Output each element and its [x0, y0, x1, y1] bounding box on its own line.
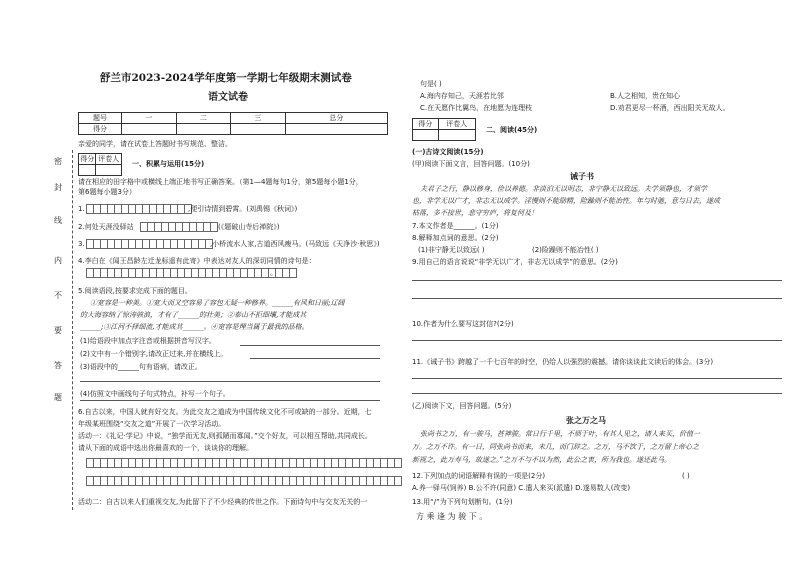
score-cell[interactable] — [176, 124, 231, 135]
q5-text: 5.阅读语段,按要求完成下面的题目。 — [78, 287, 192, 295]
score-header-2: 二 — [176, 113, 231, 124]
q11-text: 11.《诫子书》跨越了一千七百年的时空，仍给人以强烈的震撼。请你谈谈此文读后的体会。(3分) — [412, 358, 714, 366]
q7-text: 7.本文作者是______。(1分) — [412, 222, 499, 230]
gutter-char: 答 — [54, 361, 62, 370]
q12-answer-paren[interactable]: ( ) — [682, 472, 690, 480]
sub-section-2: (乙)阅读下文，回答问题。(5分) — [412, 402, 512, 410]
q5-sub3: (3)语段中的______句有语病，请改正。 — [80, 363, 202, 371]
score-cell[interactable] — [122, 124, 177, 135]
q4-text: 4.李白在《闻王昌龄左迁龙标遥有此寄》中表达对友人的深切同情的诗句是： — [78, 257, 316, 265]
q12-options[interactable]: A.养一驿马(饲养) B.公不许(同意) C.遣人来买(派遣) D.遂易数人(改变) — [412, 484, 631, 492]
option-c[interactable]: C.在天愿作比翼鸟，在地愿为连理枝 — [420, 104, 533, 112]
q5-passage-1: ①宽容是一种美。①宽大而又空容易了容包无疑一种修养。______有风和日丽;辽阔 — [90, 299, 345, 307]
sub-section-1: (一)古诗文阅读(15分) — [412, 148, 484, 156]
right-column — [402, 0, 794, 561]
grader-score-label: 得分 — [413, 119, 439, 130]
score-table — [78, 112, 388, 135]
q1-number: 1. — [78, 205, 85, 213]
score-header-1: 一 — [122, 113, 177, 124]
q4-answer-grid[interactable] — [86, 268, 296, 278]
gutter-char: 不 — [54, 291, 62, 300]
q3-answer-grid[interactable] — [86, 239, 212, 249]
q8-sub1: (1)非宁静无以致远( ) — [418, 246, 485, 254]
q6-activity1-b: 请从下面的成语中选出你最喜欢的一个，谈谈你的理解。 — [78, 444, 253, 452]
q6-text: 6.自古以来，中国人就有好交友。为此交友之道成为中国传统文化不可或缺的一部分。近期，七 — [78, 408, 372, 416]
grader-reviewer-label: 评卷人 — [438, 119, 475, 130]
q1-tail: ,便引诗情到碧霄。(刘禹锡《秋词》) — [188, 205, 298, 213]
score-row-label: 得分 — [79, 124, 122, 135]
grader-cell[interactable] — [438, 130, 475, 141]
q6-continued: 句是( ) — [420, 80, 442, 88]
grader-score-label: 得分 — [80, 155, 95, 163]
grader-box — [78, 153, 122, 176]
text2-line-1: 张尚书之万，有一骏马，甚神骏。常日行千里，不烦于叶，有其人见之，请人来买，价值一 — [420, 430, 700, 438]
q5-sub1-answer-line[interactable] — [240, 345, 380, 346]
q5-passage-2: 的大海容纳了惊涛骇浪，才有了______的壮美；②泰山不拒细壤,才能成其 — [80, 311, 307, 319]
q13-sentence: 方 乘 逢 为 骏 下 。 — [416, 512, 488, 521]
q9-text: 9.用自己的语言说说“非学无以广才，非志无以成学”的意思。(2分) — [412, 258, 618, 266]
q10-text: 10.作者为什么要写这封信?(2分) — [412, 320, 514, 328]
gutter-char: 线 — [54, 216, 62, 225]
option-a[interactable]: A.海内存知己，天涯若比邻 — [420, 92, 504, 100]
q6-activity2: 活动二：自古以来人们重视交友,为此留下了不少经典的传世之作。下面诗句中与交友无关的一 — [78, 498, 368, 506]
notice-text: 亲爱的同学，请在试卷上答题时书写规范、整洁。 — [78, 140, 232, 148]
q2-tail: (《题破山寺后禅院》) — [218, 223, 280, 231]
q8-text: 8.解释加点词的意思。(2分) — [412, 234, 499, 242]
grader-box-2 — [412, 118, 476, 141]
text2-line-2: 万。之万不许。有一日，同张尚书而来，未几，而门辞之。之万，马不饮于，之万留上帝心之 — [412, 443, 699, 451]
section1-title: 一、积累与运用(15分) — [132, 160, 205, 168]
q11-answer-line-1[interactable] — [412, 378, 782, 379]
q3-number: 3. — [78, 240, 85, 248]
score-cell[interactable] — [285, 124, 387, 135]
score-header-label: 题号 — [79, 113, 122, 124]
q11-answer-line-2[interactable] — [412, 393, 782, 394]
q5-sub4: (4)仿照文中画线句子句式特点，补写一个句子。 — [80, 390, 230, 398]
q5-sub2-answer-line[interactable] — [250, 358, 380, 359]
q10-answer-line[interactable] — [412, 340, 782, 341]
q4-tail: 。 — [270, 269, 277, 277]
q8-sub2: (2)险躁则不能冶性( ) — [532, 246, 599, 254]
q6-activity1: 活动一：《礼记·学记》中说，“独学而无友,则孤陋而寡闻。”交个好友，可以相互帮助,共同成长。 — [78, 432, 372, 440]
text-line-2: 也，非学无以广才，非志无以成学。淫慢则不能励精，险躁则不能冶性。年与时驰，意与日去，遂成 — [412, 197, 720, 205]
q6-answer-grid-1[interactable] — [86, 458, 401, 468]
sub-section-1a: (甲)阅读下面文言，回答问题。(10分) — [412, 160, 530, 168]
q6-answer-grid-2[interactable] — [86, 476, 401, 486]
score-header-3: 三 — [231, 113, 286, 124]
q2-answer-grid[interactable] — [140, 222, 217, 232]
text-line-1: 夫君子之行，静以修身，俭以养德。非淡泊无以明志，非宁静无以致远。夫学须静也，才须学 — [420, 185, 707, 193]
q9-answer-line-2[interactable] — [412, 298, 782, 299]
gutter-char: 题 — [54, 393, 62, 402]
q6-line2: 年级某班围绕“交友之道”开展了一次学习活动。 — [78, 420, 226, 428]
gutter-char: 封 — [54, 183, 62, 192]
q1-answer-grid[interactable] — [86, 204, 191, 214]
text-title: 诫子书 — [570, 171, 594, 181]
q9-answer-line-1[interactable] — [412, 280, 782, 281]
text2-line-3: 新视之，此万寿马，故遂之。”之万不与不以为然，此公之衷，所为我也。遂还此马。 — [412, 456, 672, 464]
exam-title: 舒兰市2023-2024学年度第一学期七年级期末测试卷 — [100, 72, 352, 84]
grader-reviewer-label: 评卷人 — [96, 154, 122, 165]
q5-sub3-answer-line[interactable] — [80, 381, 380, 382]
q5-sub1: (1)给语段中加点字注音或根据拼音写汉字。 — [80, 337, 216, 345]
grader-cell[interactable] — [79, 165, 96, 176]
grader-cell[interactable] — [413, 130, 439, 141]
q5-sub4-answer-line[interactable] — [80, 400, 380, 401]
intro-text-2: 第6题每小题3分） — [78, 188, 136, 196]
seal-line — [72, 150, 73, 510]
gutter-char: 内 — [54, 256, 62, 265]
q5-passage-3: ______;③江河不择细流,才能成其______。④宽容是理当属于最我的品格。 — [80, 323, 309, 331]
score-cell[interactable] — [231, 124, 286, 135]
q13-text: 13.用“/”为下列句划断句。(1分) — [412, 498, 513, 506]
option-b[interactable]: B.人之相知，贵在知心 — [610, 92, 681, 100]
exam-subtitle: 语文试卷 — [208, 92, 248, 103]
intro-text: 请在相应的田字格中或横线上端正地书写正确答案。（第1—4题每句1分，第5题每小题1分， — [78, 178, 363, 186]
q5-sub2: (2)文中有一个错别字,请改正过来,并在横线上。 — [80, 350, 228, 358]
text2-title: 张之万之马 — [566, 415, 606, 425]
text-line-3: 枯落，多不接世，悲守穷庐，将复何及！ — [412, 209, 538, 217]
section2-title: 二、阅读(45分) — [486, 126, 538, 134]
grader-cell[interactable] — [96, 165, 122, 176]
score-header-total: 总分 — [285, 113, 387, 124]
gutter-char: 要 — [54, 326, 62, 335]
q3-tail: ,小桥流水人家,古道西风瘦马。(马致远《天净沙·秋思》) — [210, 240, 380, 248]
option-d[interactable]: D.劝君更尽一杯酒，西出阳关无故人。 — [610, 104, 730, 112]
gutter-char: 密 — [54, 157, 62, 166]
q2-text: 2.何处天涯没驿站 — [78, 223, 134, 231]
q12-text: 12.下列加点的词语解释有误的一项是(2分) — [412, 472, 546, 480]
